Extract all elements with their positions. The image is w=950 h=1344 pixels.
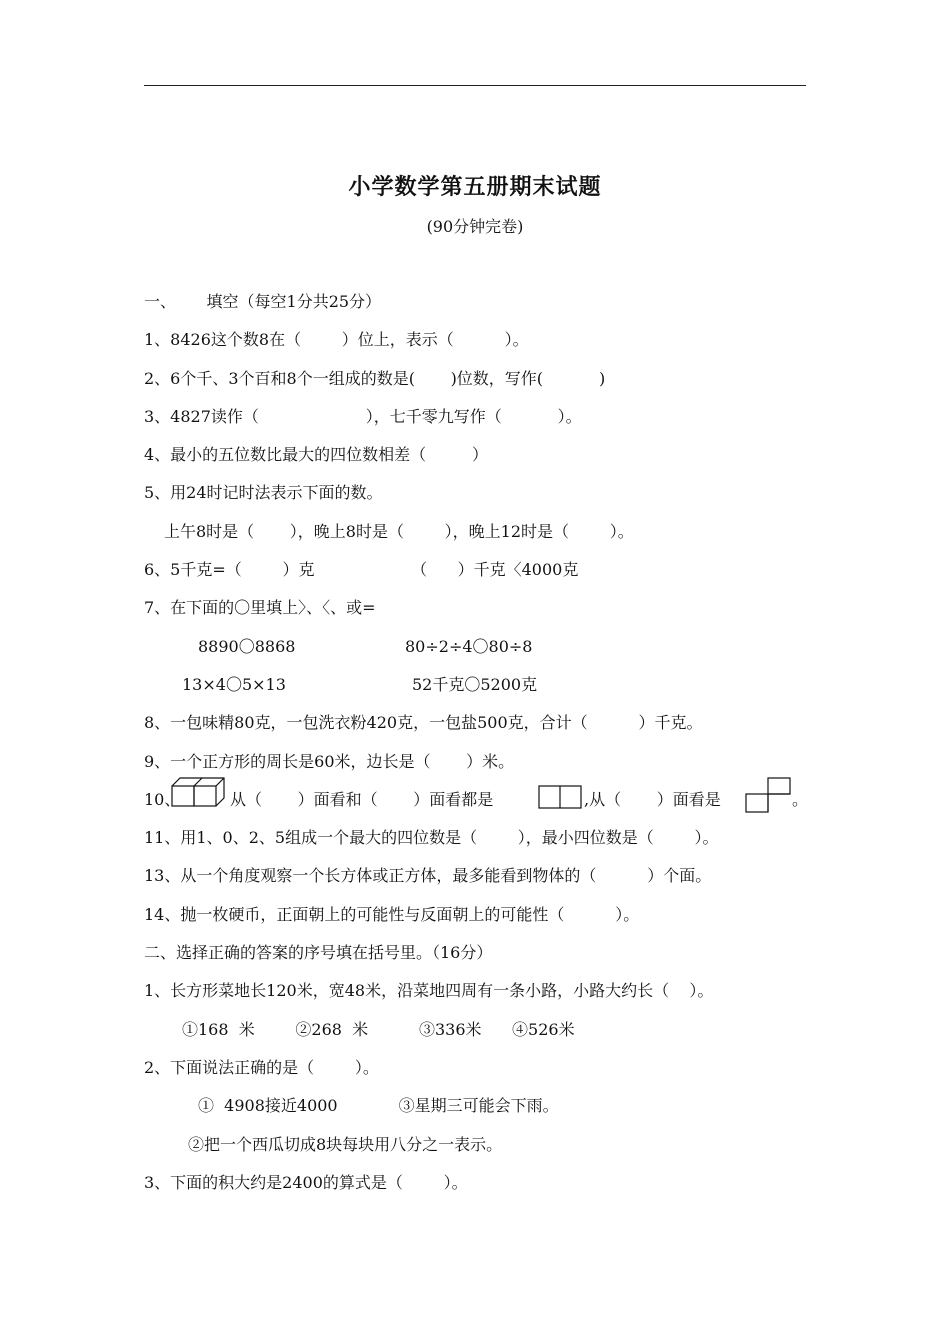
question-3: 3、4827读作（ ），七千零九写作（ ）。: [144, 407, 582, 426]
question-10-number: 10、: [144, 790, 181, 809]
question-10-text-b: ,从（ ）面看是: [584, 790, 721, 809]
header-rule: [144, 85, 806, 86]
question-7-b: 80÷2÷4〇80÷8: [405, 637, 533, 656]
question-6: 6、5千克=（ ）克 （ ）千克〈4000克: [144, 560, 579, 579]
choice-question-2-options-b: ②把一个西瓜切成8块每块用八分之一表示。: [188, 1135, 503, 1154]
question-5: 5、用24时记时法表示下面的数。: [144, 483, 383, 502]
section2-heading: 二、选择正确的答案的序号填在括号里。（16分）: [144, 943, 493, 962]
question-7: 7、在下面的〇里填上〉、〈、或=: [144, 598, 376, 617]
question-8: 8、一包味精80克，一包洗衣粉420克，一包盐500克，合计（ ）千克。: [144, 713, 703, 732]
page-subtitle: (90分钟完卷): [426, 217, 524, 236]
question-14: 14、抛一枚硬币，正面朝上的可能性与反面朝上的可能性（ ）。: [144, 905, 640, 924]
two-squares-figure: [538, 785, 584, 811]
question-10-end: 。: [792, 790, 809, 809]
choice-question-3: 3、下面的积大约是2400的算式是（ ）。: [144, 1173, 468, 1192]
l-shape-figure: [744, 776, 792, 814]
question-1: 1、8426这个数8在（ ）位上，表示（ ）。: [144, 330, 529, 349]
question-4: 4、最小的五位数比最大的四位数相差（ ）: [144, 445, 488, 464]
choice-question-1: 1、长方形菜地长120米，宽48米，沿菜地四周有一条小路，小路大约长（ ）。: [144, 981, 714, 1000]
question-9: 9、一个正方形的周长是60米，边长是（ ）米。: [144, 752, 515, 771]
question-11: 11、用1、0、2、5组成一个最大的四位数是（ ），最小四位数是（ ）。: [144, 828, 719, 847]
section1-heading: 一、 填空（每空1分共25分）: [144, 292, 382, 311]
question-5-sub: 上午8时是（ ），晚上8时是（ ），晚上12时是（ ）。: [164, 522, 634, 541]
question-13: 13、从一个角度观察一个长方体或正方体，最多能看到物体的（ ）个面。: [144, 866, 712, 885]
question-7-d: 52千克〇5200克: [412, 675, 538, 694]
choice-question-2: 2、下面说法正确的是（ ）。: [144, 1058, 379, 1077]
question-7-c: 13×4〇5×13: [182, 675, 286, 694]
cubes-figure: [170, 776, 226, 810]
question-2: 2、6个千、3个百和8个一组成的数是( )位数，写作( ): [144, 369, 606, 388]
question-10-text-a: 从（ ）面看和（ ）面看都是: [230, 790, 494, 809]
choice-question-2-options-a: ① 4908接近4000 ③星期三可能会下雨。: [198, 1096, 559, 1115]
question-7-a: 8890〇8868: [198, 637, 296, 656]
choice-question-1-options: ①168 米 ②268 米 ③336米 ④526米: [182, 1020, 575, 1039]
page-title: 小学数学第五册期末试题: [348, 175, 602, 200]
